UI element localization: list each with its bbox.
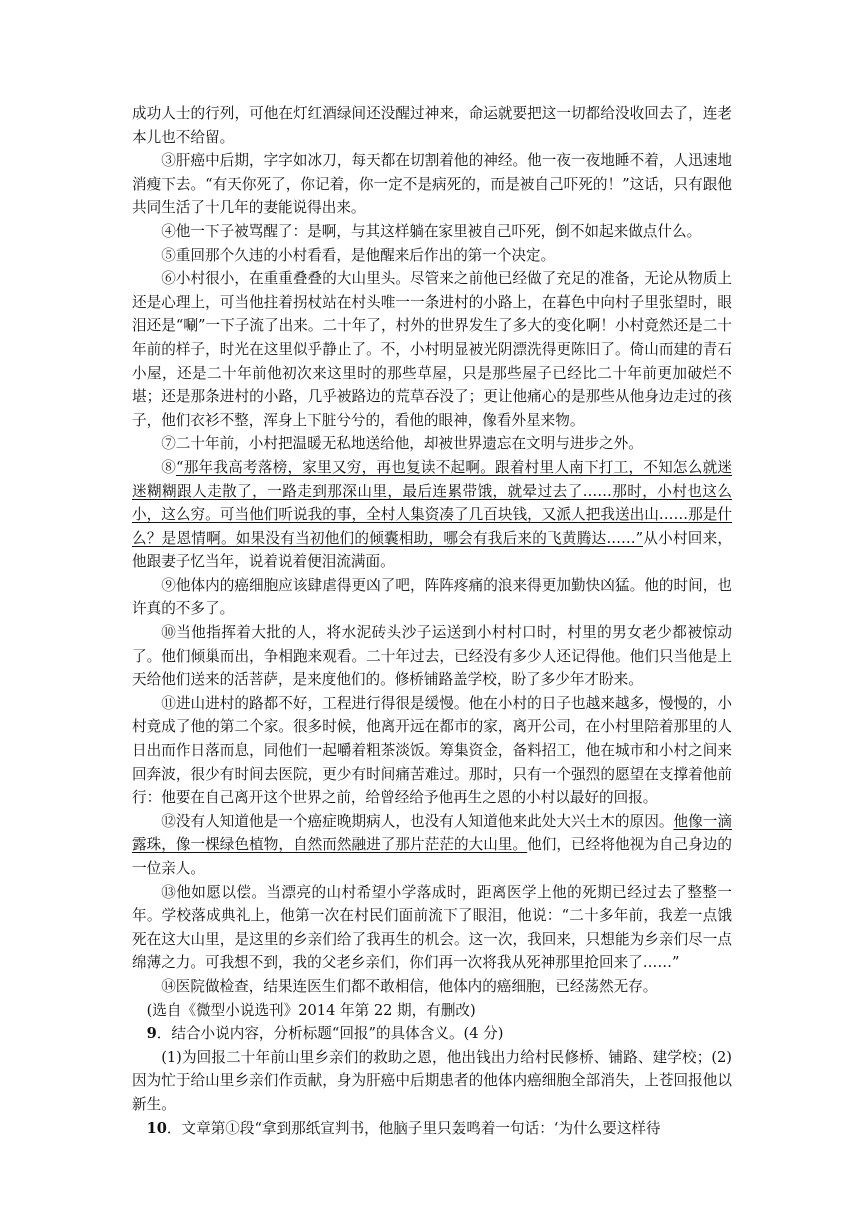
question-10-number: 10 <box>146 1119 167 1137</box>
paragraph-12-underlined: 他像一滴露珠，像一棵绿色植物，自然而然融进了那片茫茫的大山里。 <box>132 812 732 854</box>
paragraph-6: ⑥小村很小，在重重叠叠的大山里头。尽管来之前他已经做了充足的准备，无论从物质上还是心理上，可当他拄着拐杖站在村头唯一一条进村的小路上，在暮色中向村子里张望时，眼泪还是“唰”一下子流了出来。二十年了，村外的世界发生了多大的变化啊！小村竟然还是二十年前的样子，时光在这里似乎静止了。不，小村明显被光阴漂洗得更陈旧了。倚山而建的青石小屋，还是二十年前他初次来这里时的那些草屋，只是那些屋子已经比二十年前更加破烂不堪；还是那条进村的小路，几乎被路边的荒草吞没了；更让他痛心的是那些从他身边走过的孩子，他们衣衫不整，浑身上下脏兮兮的，看他的眼神，像看外星来物。 <box>132 270 732 429</box>
paragraph-3: ③肝癌中后期，字字如冰刀，每天都在切割着他的神经。他一夜一夜地睡不着，人迅速地消瘦下去。“有天你死了，你记着，你一定不是病死的，而是被自己吓死的！”这话，只有跟他共同生活了十几年的妻能说得出来。 <box>132 152 732 217</box>
paragraph-10: ⑩当他指挥着大批的人，将水泥砖头沙子运送到小村村口时，村里的男女老少都被惊动了。他们倾巢而出，争相跑来观看。二十年过去，已经没有多少人还记得他。他们只当他是上天给他们送来的活菩萨，是来度他们的。修桥铺路盖学校，盼了多少年才盼来。 <box>132 624 732 689</box>
paragraph-5: ⑤重回那个久违的小村看看，是他醒来后作出的第一个决定。 <box>161 246 556 264</box>
question-10-text: ．文章第①段“拿到那纸宣判书，他脑子里只轰鸣着一句话：‘为什么要这样待 <box>166 1119 661 1137</box>
paragraph-continued: 成功人士的行列，可他在灯红酒绿间还没醒过神来，命运就要把这一切都给没收回去了，连老本儿也不给留。 <box>132 105 732 146</box>
paragraph-14: ⑭医院做检查，结果连医生们都不敢相信，他体内的癌细胞，已经荡然无存。 <box>161 977 658 995</box>
paragraph-8-underlined: “那年我高考落榜，家里又穷，再也复读不起啊。跟着村里人南下打工，不知怎么就迷迷糊糊跟人走散了，一路走到那深山里，最后连累带饿，就晕过去了……那时，小村也这么小，这么穷。可当他们听说我的事，全村人集资凑了几百块钱，又派人把我送出山……那是什么？是恩情啊。如果没有当初他们的倾囊相助，哪会有我后来的飞黄腾达……” <box>132 458 732 547</box>
source-note: (选自《微型小说选刊》2014 年第 22 期，有删改) <box>146 1001 476 1019</box>
question-10 <box>132 1117 732 1141</box>
question-9-text: ．结合小说内容，分析标题“回报”的具体含义。(4 分) <box>156 1025 504 1043</box>
answer-9: (1)为回报二十年前山里乡亲们的救助之恩，他出钱出力给村民修桥、铺路、建学校；(2)因为忙于给山里乡亲们作贡献，身为肝癌中后期患者的他体内癌细胞全部消失，上苍回报他以新生。 <box>132 1048 732 1113</box>
paragraph-8 <box>132 456 732 574</box>
paragraph-8-number: ⑧ <box>161 458 177 476</box>
question-9-number: 9 <box>146 1025 157 1043</box>
paragraph-4: ④他一下子被骂醒了：是啊，与其这样躺在家里被自己吓死，倒不如起来做点什么。 <box>161 222 702 240</box>
paragraph-11: ⑪进山进村的路都不好，工程进行得很是缓慢。他在小村的日子也越来越多，慢慢的，小村竟成了他的第二个家。很多时候，他离开远在都市的家，离开公司，在小村里陪着那里的人日出而作日落而息，同他们一起嚼着粗茶淡饭。筹集资金，备料招工，他在城市和小村之间来回奔波，很少有时间去医院，更少有时间痛苦难过。那时，只有一个强烈的愿望在支撑着他前行：他要在自己离开这个世界之前，给曾经给予他再生之恩的小村以最好的回报。 <box>132 694 732 807</box>
paragraph-8-rest: 从小村回来，他跟妻子忆当年，说着说着便泪流满面。 <box>132 529 732 571</box>
paragraph-7: ⑦二十年前，小村把温暖无私地送给他，却被世界遗忘在文明与进步之外。 <box>161 435 643 453</box>
paragraph-12-start: ⑫没有人知道他是一个癌症晚期病人，也没有人知道他来此处大兴土木的原因。 <box>161 812 674 830</box>
paragraph-9: ⑨他体内的癌细胞应该肆虐得更凶了吧，阵阵疼痛的浪来得更加勤快凶猛。他的时间，也许真的不多了。 <box>132 576 732 618</box>
question-9 <box>132 1022 732 1046</box>
paragraph-12 <box>132 810 732 881</box>
paragraph-12-end: 他们，已经将他视为自己身边的一位亲人。 <box>132 836 732 877</box>
paragraph-13: ⑬他如愿以偿。当漂亮的山村希望小学落成时，距离医学上他的死期已经过去了整整一年。学校落成典礼上，他第一次在村民们面前流下了眼泪，他说：“二十多年前，我差一点饿死在这大山里，是这里的乡亲们给了我再生的机会。这一次，我回来，只想能为乡亲们尽一点绵薄之力。可我想不到，我的父老乡亲们，你们再一次将我从死神那里抢回来了……” <box>132 883 732 972</box>
